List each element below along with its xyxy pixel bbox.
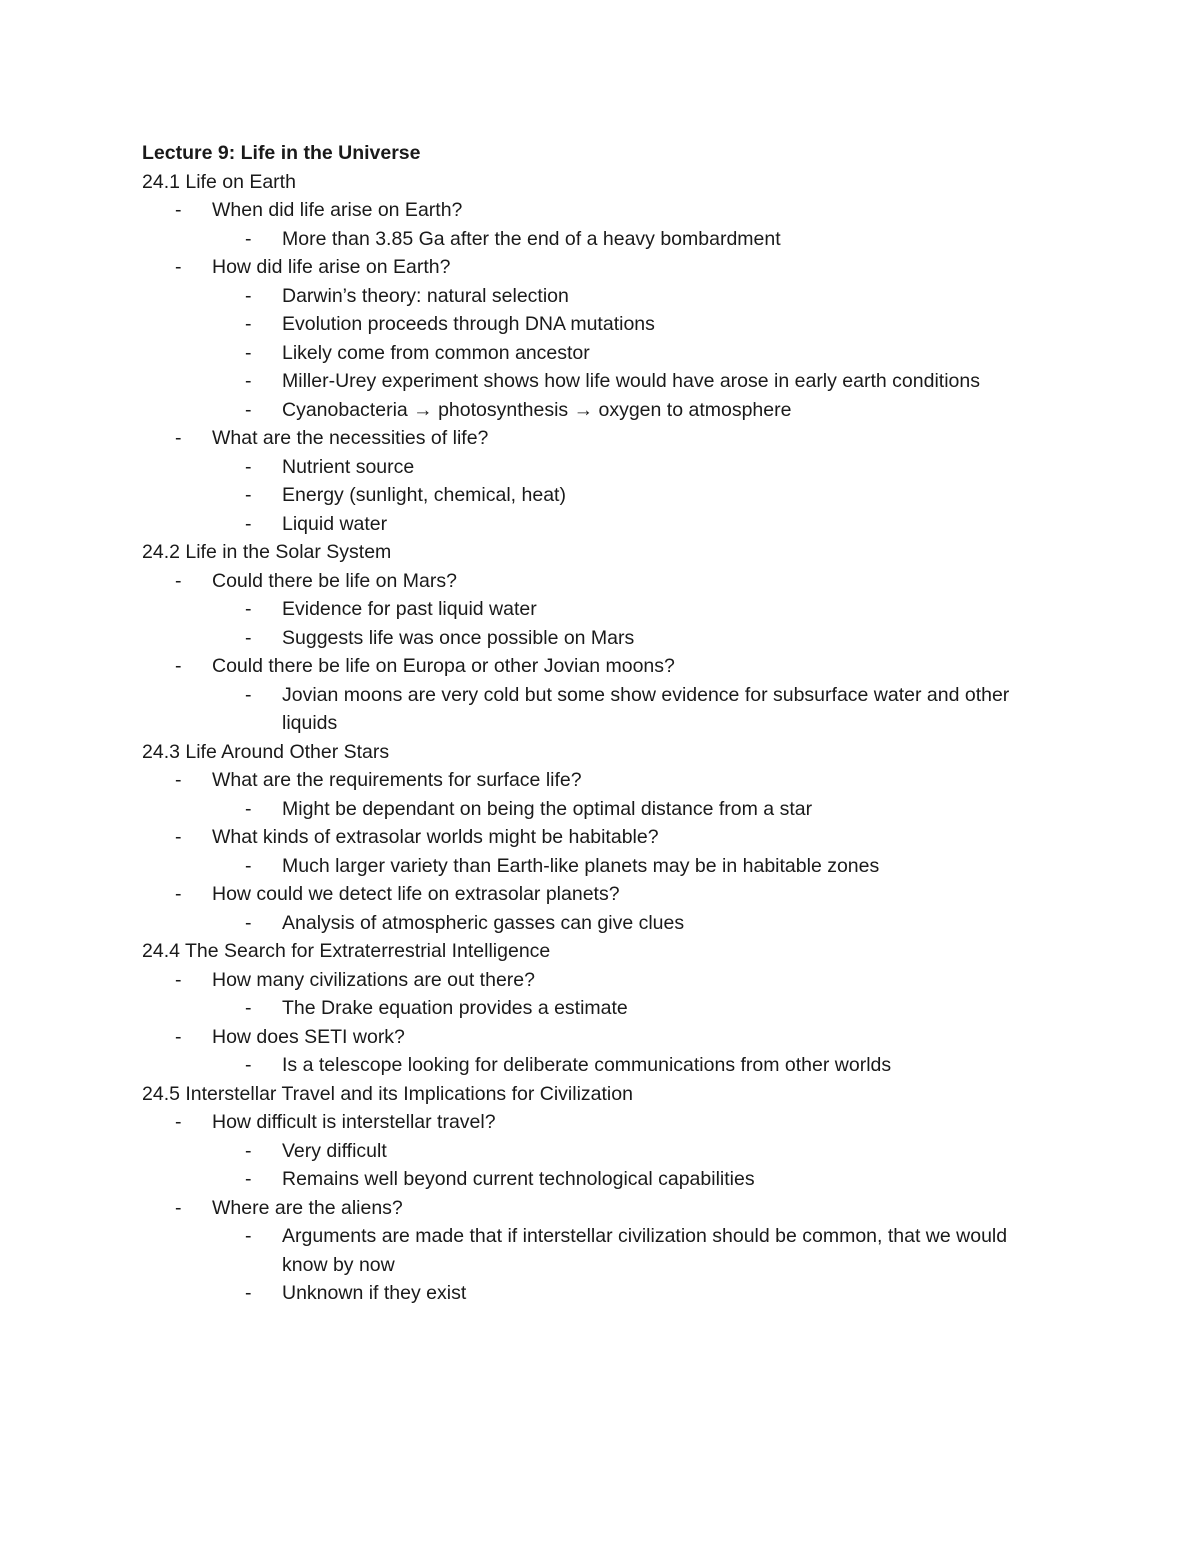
answer-item	[142, 225, 1042, 254]
section-heading: 24.4 The Search for Extraterrestrial Intelligence	[142, 940, 551, 962]
answer-text: Jovian moons are very cold but some show evidence for subsurface water and other liquids	[282, 683, 1010, 734]
answer-item	[142, 453, 1042, 482]
bullet-dash: -	[245, 626, 252, 649]
bullet-dash: -	[175, 569, 182, 592]
answer-text: Darwin’s theory: natural selection	[282, 284, 569, 307]
bullet-dash: -	[245, 854, 252, 877]
question-item	[142, 880, 1102, 909]
answer-text: More than 3.85 Ga after the end of a heavy bombardment	[282, 227, 781, 250]
answer-text: Much larger variety than Earth-like planets may be in habitable zones	[282, 854, 880, 877]
answer-text: Analysis of atmospheric gasses can give clues	[282, 911, 685, 934]
question-item	[142, 253, 1102, 282]
question-list	[142, 567, 1102, 738]
question-text: How did life arise on Earth?	[212, 256, 451, 278]
sections-container	[142, 168, 1102, 1308]
question-list	[142, 196, 1102, 538]
question-text: How does SETI work?	[212, 1025, 405, 1048]
bullet-dash: -	[245, 398, 252, 421]
bullet-dash: -	[245, 370, 252, 392]
answer-item	[142, 481, 1042, 510]
answer-item	[142, 909, 1042, 938]
bullet-dash: -	[245, 911, 252, 934]
question-item	[142, 196, 1102, 225]
question-item	[142, 966, 1102, 995]
bullet-dash: -	[175, 256, 182, 278]
section-heading: 24.1 Life on Earth	[142, 170, 296, 193]
answer-text: Unknown if they exist	[282, 1282, 467, 1304]
answer-item	[142, 1165, 1042, 1194]
bullet-dash: -	[175, 655, 182, 677]
answer-text: Very difficult	[282, 1139, 387, 1162]
section	[142, 937, 1102, 1080]
answer-text: Suggests life was once possible on Mars	[282, 626, 635, 649]
question-text: When did life arise on Earth?	[212, 199, 463, 221]
question-text: What are the requirements for surface life?	[212, 769, 582, 791]
bullet-dash: -	[245, 1282, 252, 1304]
question-item	[142, 424, 1102, 453]
answer-item	[142, 310, 1042, 339]
bullet-dash: -	[175, 1025, 182, 1048]
question-text: Where are the aliens?	[212, 1196, 403, 1219]
bullet-dash: -	[175, 769, 182, 791]
document-title: Lecture 9: Life in the Universe	[142, 142, 421, 164]
answer-item	[142, 624, 1042, 653]
answer-item	[142, 510, 1042, 539]
bullet-dash: -	[245, 683, 252, 706]
section-heading: 24.3 Life Around Other Stars	[142, 740, 390, 763]
question-list	[142, 1108, 1102, 1308]
question-item	[142, 1023, 1102, 1052]
question-list	[142, 766, 1102, 937]
question-text: How many civilizations are out there?	[212, 968, 535, 991]
section	[142, 1080, 1102, 1308]
answer-text: Energy (sunlight, chemical, heat)	[282, 484, 566, 506]
bullet-dash: -	[245, 484, 252, 506]
bullet-dash: -	[245, 598, 252, 620]
bullet-dash: -	[175, 968, 182, 991]
answer-item	[142, 994, 1042, 1023]
answer-text: Remains well beyond current technological capabilities	[282, 1168, 755, 1190]
answer-text: Evidence for past liquid water	[282, 598, 537, 620]
question-text: Could there be life on Europa or other Jovian moons?	[212, 655, 675, 677]
answer-item	[142, 795, 1042, 824]
question-item	[142, 1108, 1102, 1137]
question-item	[142, 567, 1102, 596]
answer-text: Miller-Urey experiment shows how life would have arose in early earth conditions	[282, 370, 980, 392]
answer-item	[142, 396, 1042, 425]
bullet-dash: -	[245, 227, 252, 250]
bullet-dash: -	[245, 284, 252, 307]
bullet-dash: -	[175, 199, 182, 221]
question-item	[142, 766, 1102, 795]
bullet-dash: -	[245, 455, 252, 478]
answer-item	[142, 339, 1042, 368]
section-heading: 24.5 Interstellar Travel and its Implications for Civilization	[142, 1082, 633, 1105]
answer-text: Is a telescope looking for deliberate communications from other worlds	[282, 1054, 892, 1076]
bullet-dash: -	[175, 1196, 182, 1219]
answer-item	[142, 1279, 1042, 1308]
question-item	[142, 1194, 1102, 1223]
answer-item	[142, 1222, 1042, 1279]
bullet-dash: -	[175, 427, 182, 449]
answer-item	[142, 595, 1042, 624]
section	[142, 168, 1102, 539]
bullet-dash: -	[245, 1225, 252, 1247]
answer-item	[142, 282, 1042, 311]
question-text: What kinds of extrasolar worlds might be habitable?	[212, 826, 659, 848]
answer-item	[142, 852, 1042, 881]
bullet-dash: -	[245, 313, 252, 335]
answer-text: Nutrient source	[282, 455, 415, 478]
question-text: How could we detect life on extrasolar planets?	[212, 883, 620, 905]
bullet-dash: -	[245, 1168, 252, 1190]
section-heading: 24.2 Life in the Solar System	[142, 541, 392, 563]
bullet-dash: -	[245, 512, 252, 535]
question-list	[142, 966, 1102, 1080]
bullet-dash: -	[245, 1054, 252, 1076]
bullet-dash: -	[245, 797, 252, 820]
answer-item	[142, 1137, 1042, 1166]
answer-text: Arguments are made that if interstellar civilization should be common, that we would know by now	[282, 1225, 1008, 1276]
bullet-dash: -	[175, 1111, 182, 1133]
answer-text: Liquid water	[282, 512, 388, 535]
answer-text: The Drake equation provides a estimate	[282, 997, 628, 1019]
answer-text: Might be dependant on being the optimal distance from a star	[282, 797, 813, 820]
question-text: Could there be life on Mars?	[212, 569, 457, 592]
question-text: What are the necessities of life?	[212, 427, 489, 449]
section	[142, 738, 1102, 938]
bullet-dash: -	[245, 341, 252, 364]
question-item	[142, 823, 1102, 852]
question-item	[142, 652, 1102, 681]
bullet-dash: -	[245, 1139, 252, 1162]
answer-text: Likely come from common ancestor	[282, 341, 590, 364]
answer-item	[142, 681, 1042, 738]
bullet-dash: -	[245, 997, 252, 1019]
answer-text: Cyanobacteria → photosynthesis → oxygen to atmosphere	[282, 398, 792, 421]
answer-item	[142, 367, 1042, 396]
question-text: How difficult is interstellar travel?	[212, 1111, 496, 1133]
document-page	[142, 139, 1102, 1308]
answer-text: Evolution proceeds through DNA mutations	[282, 313, 655, 335]
bullet-dash: -	[175, 883, 182, 905]
section	[142, 538, 1102, 738]
answer-item	[142, 1051, 1042, 1080]
bullet-dash: -	[175, 826, 182, 848]
